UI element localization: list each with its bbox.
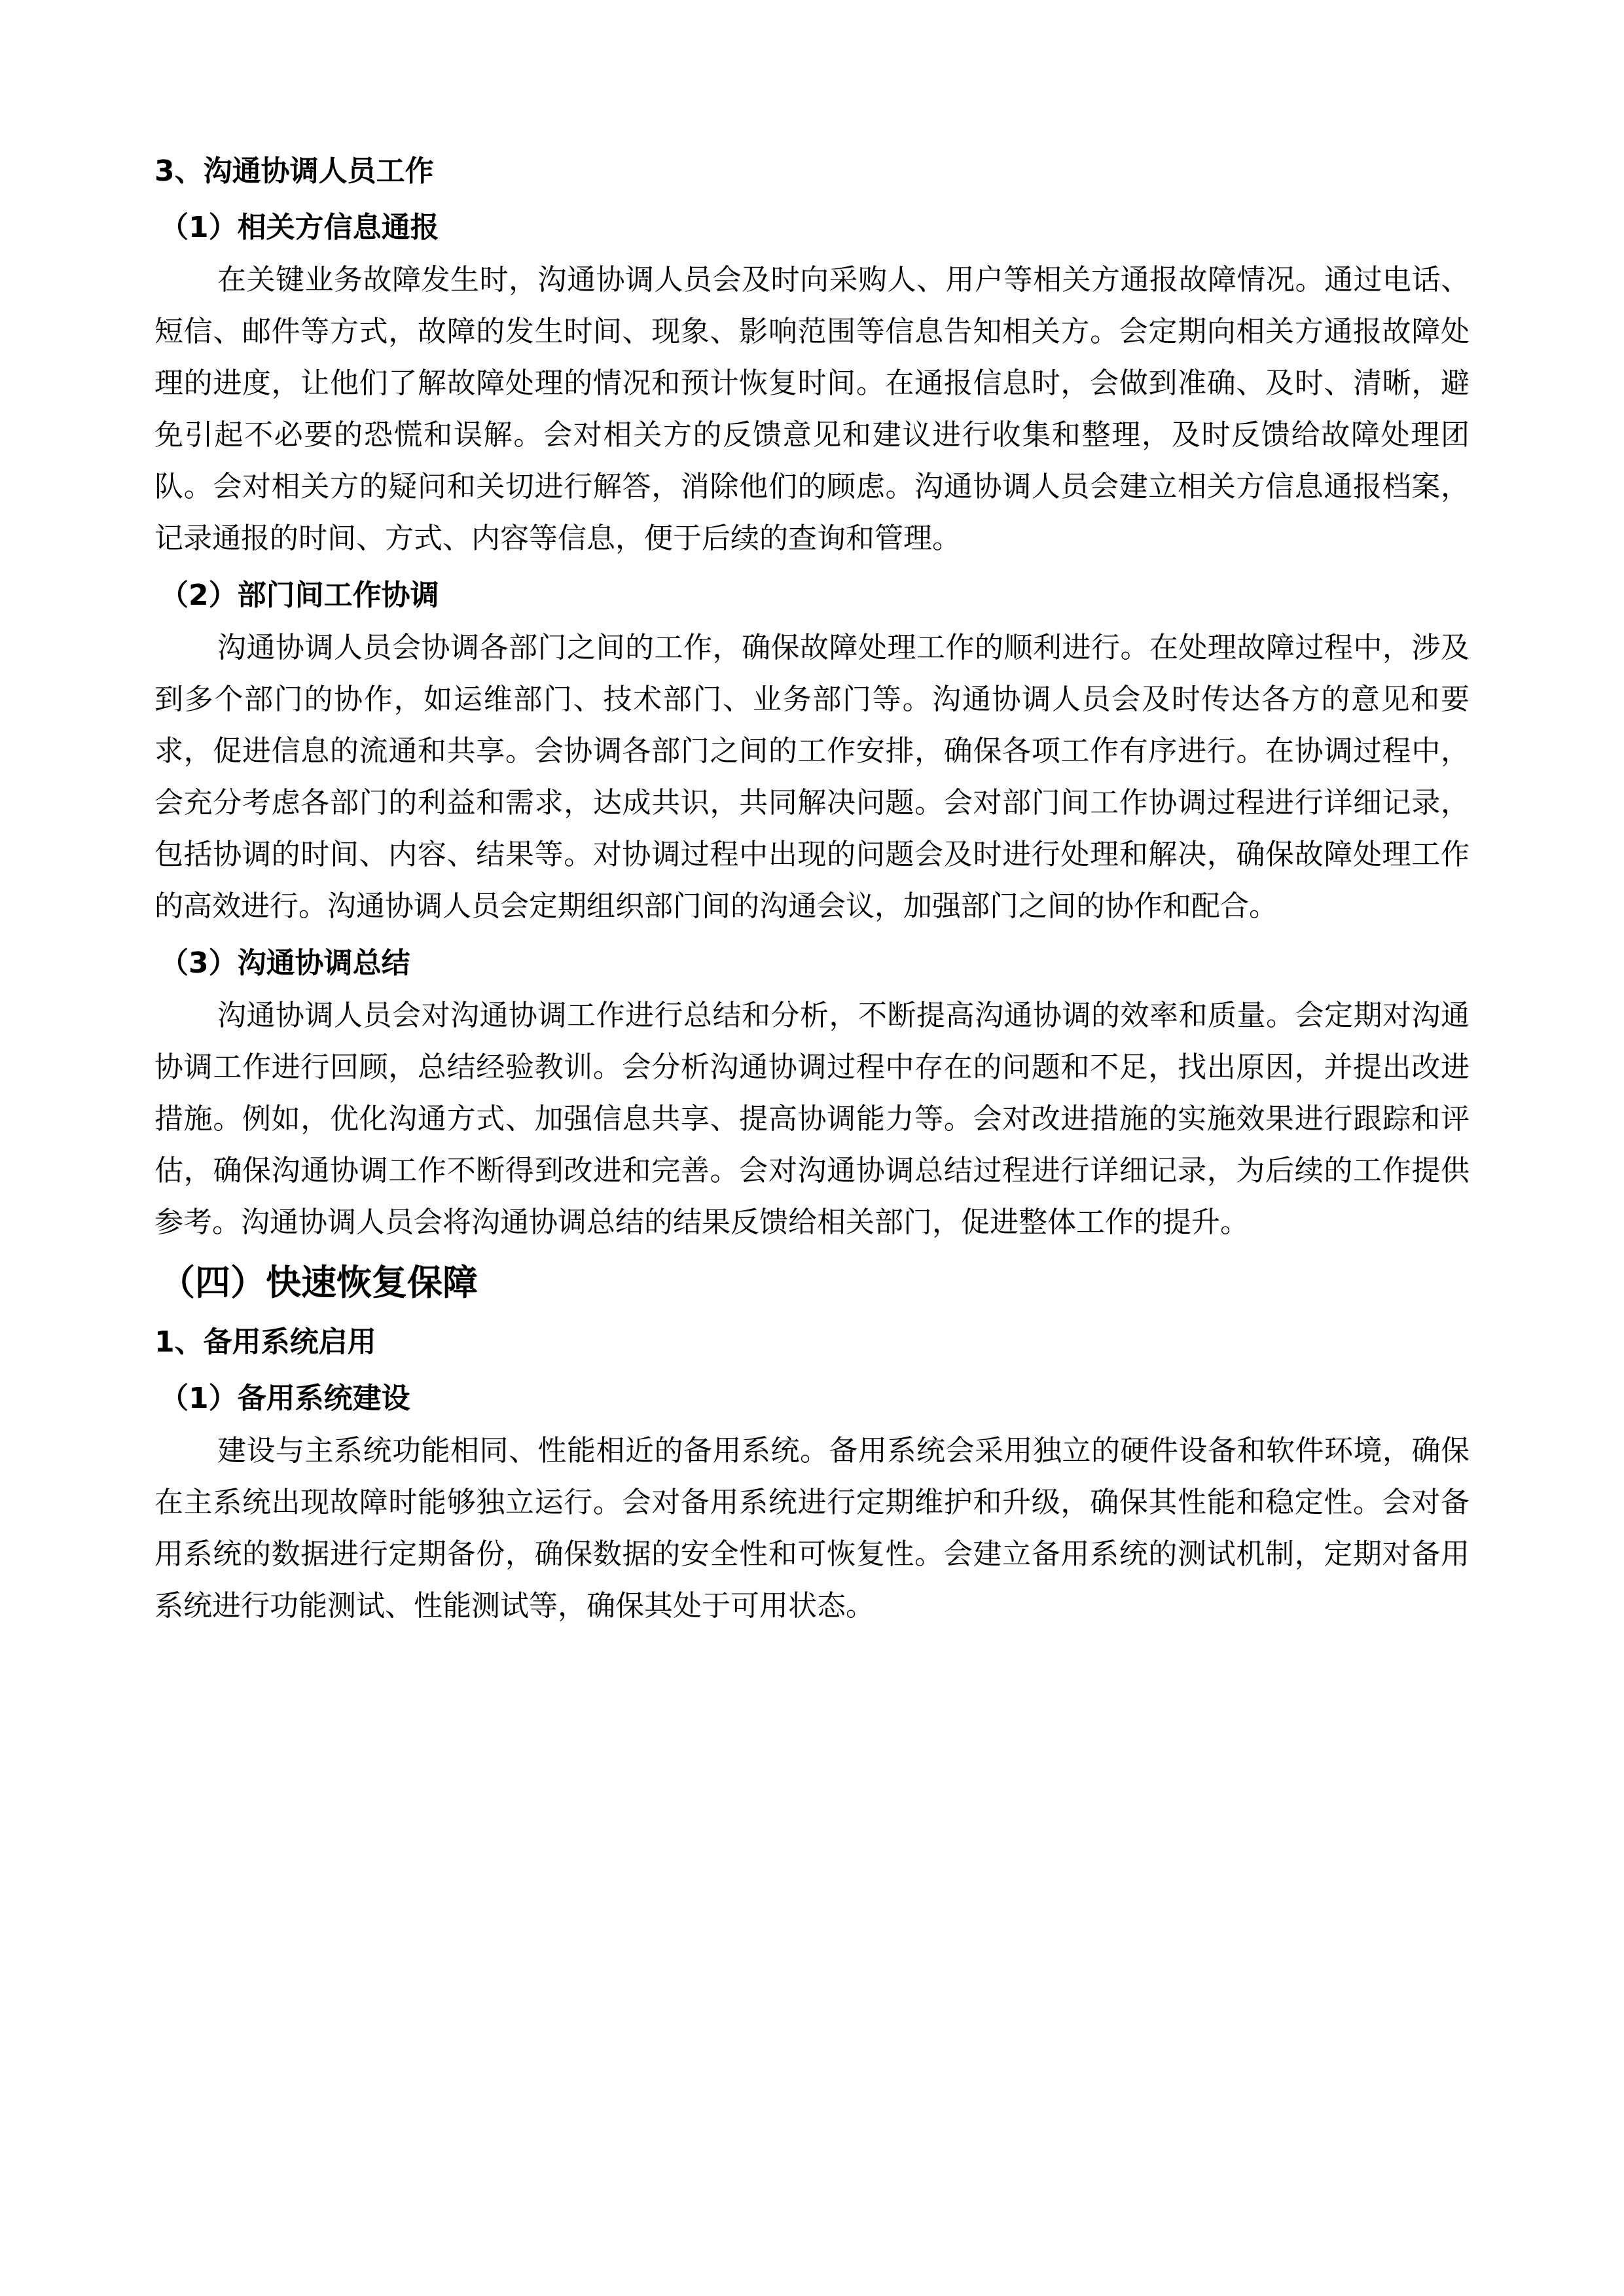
paragraph-coordination-summary: 沟通协调人员会对沟通协调工作进行总结和分析，不断提高沟通协调的效率和质量。会定期对沟通协调工作进行回顾，总结经验教训。会分析沟通协调过程中存在的问题和不足，找出原因，并提出改进措施。例如，优化沟通方式、加强信息共享、提高协调能力等。会对改进措施的实施效果进行跟踪和评估，确保沟通协调工作不断得到改进和完善。会对沟通协调总结过程进行详细记录，为后续的工作提供参考。沟通协调人员会将沟通协调总结的结果反馈给相关部门，促进整体工作的提升。 [154, 999, 1470, 1239]
paragraph-stakeholder-notice: 在关键业务故障发生时，沟通协调人员会及时向采购人、用户等相关方通报故障情况。通过电话、短信、邮件等方式，故障的发生时间、现象、影响范围等信息告知相关方。会定期向相关方通报故障处理的进度，让他们了解故障处理的情况和预计恢复时间。在通报信息时，会做到准确、及时、清晰，避免引起不必要的恐慌和误解。会对相关方的反馈意见和建议进行收集和整理，及时反馈给故障处理团队。会对相关方的疑问和关切进行解答，消除他们的顾虑。沟通协调人员会建立相关方信息通报档案，记录通报的时间、方式、内容等信息，便于后续的查询和管理。 [154, 263, 1470, 555]
subsection-heading-backup-construction: （1）备用系统建设 [160, 1382, 410, 1415]
paragraph-department-coordination: 沟通协调人员会协调各部门之间的工作，确保故障处理工作的顺利进行。在处理故障过程中，涉及到多个部门的协作，如运维部门、技术部门、业务部门等。沟通协调人员会及时传达各方的意见和要求，促进信息的流通和共享。会协调各部门之间的工作安排，确保各项工作有序进行。在协调过程中，会充分考虑各部门的利益和需求，达成共识，共同解决问题。会对部门间工作协调过程进行详细记录，包括协调的时间、内容、结果等。对协调过程中出现的问题会及时进行处理和解决，确保故障处理工作的高效进行。沟通协调人员会定期组织部门间的沟通会议，加强部门之间的协作和配合。 [154, 631, 1470, 923]
paragraph-backup-construction: 建设与主系统功能相同、性能相近的备用系统。备用系统会采用独立的硬件设备和软件环境，确保在主系统出现故障时能够独立运行。会对备用系统进行定期维护和升级，确保其性能和稳定性。会对备用系统的数据进行定期备份，确保数据的安全性和可恢复性。会建立备用系统的测试机制，定期对备用系统进行功能测试、性能测试等，确保其处于可用状态。 [154, 1434, 1470, 1623]
main-heading-fast-recovery: （四）快速恢复保障 [160, 1262, 478, 1303]
subsection-heading-stakeholder-notice: （1）相关方信息通报 [160, 211, 439, 244]
section-heading-communication: 3、沟通协调人员工作 [154, 154, 434, 188]
subsection-heading-coordination-summary: （3）沟通协调总结 [160, 946, 410, 980]
subsection-heading-department-coordination: （2）部门间工作协调 [160, 579, 439, 612]
document-content [154, 145, 1470, 1637]
section-heading-backup-system: 1、备用系统启用 [154, 1325, 376, 1359]
